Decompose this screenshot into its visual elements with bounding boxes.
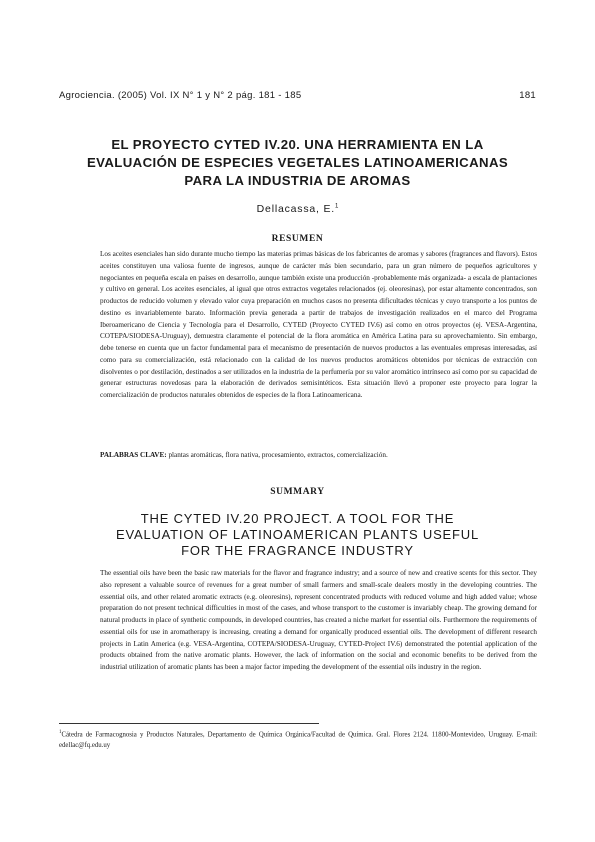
resumen-paragraph: Los aceites esenciales han sido durante mucho tiempo las materias primas básicas de los fabricantes de aromas y sabores (fragrances and flavors). Estos aceites constituyen una valiosa fuente de ingresos, aunque de carácter más bien secundario, para un gran número de pequeños agricultores y negociantes en pequeña escala en países en desarrollo, aunque también existe una producción -probablemente más organizada- a escala de plantaciones y cultivo en general. Los aceites esenciales, al igual que otros extractos vegetales relacionados (ej. oleoresinas), por estar altamente concentrados, son productos de reducido volumen y elevado valor cuya preparación en muchos casos no presenta dificultades técnicas y cuyo transporte a los puntos de destino es invariablemente barato. Información previa generada a partir de trabajos de investigación realizados en el marco del Programa Iberoamericano de Ciencia y Tecnología para el Desarrollo, CYTED (Proyecto CYTED IV.6) así como en otros proyectos (ej. VESA-Argentina, COTEPA/SIODESA-Uruguay), demuestra claramente el potencial de la flora aromática en América Latina para su aprovechamiento. Sin embargo, debe tenerse en cuenta que un factor fundamental para el mecanismo de presentación de nuevos productos a las eventuales empresas interesadas, así como para su comercialización, está relacionado con la calidad de los nuevos productos aromáticos obtenidos por técnicas de extracción con disolventes o por destilación, destinados a ser utilizados en la industria de la perfumería por su valor aromático intrínseco así como por su capacidad de generar estructuras novedosas para la elaboración de derivados semisintéticos. Esta situación llevó a proponer este proyecto para lograr la comercialización de productos naturales obtenidos de especies de la flora Latinoamericana. <box>100 250 537 399</box>
resumen-heading: RESUMEN <box>271 234 324 244</box>
english-title-line: THE CYTED IV.20 PROJECT. A TOOL FOR THE <box>140 511 455 526</box>
keywords-text: plantas aromáticas, flora nativa, procesamiento, extractos, comercialización. <box>166 451 388 459</box>
footnote <box>59 727 537 751</box>
author-line <box>59 203 536 215</box>
summary-heading: SUMMARY <box>270 487 325 497</box>
footnote-mark: 1 <box>59 730 62 735</box>
author-name: Dellacassa, E. <box>256 203 335 215</box>
footnote-divider <box>59 723 319 724</box>
summary-paragraph: The essential oils have been the basic raw materials for the flavor and fragrance industry; and a source of new and creative scents for this sector. They also represent a valuable source of revenues for a great number of small farmers and small-scale dealers mostly in the developing countries. The essential oils, and other related aromatic extracts (e.g. oleoresins), represent concentrated products with reduced volume and high added value; whose preparation do not present technical difficulties in most of the cases, and whose transport to the customer is invariably cheap. The growing demand for natural products in place of synthetic compounds, in developed countries, has created a niche market for essential oils. Furthermore the requirements of essential oils for use in aromatherapy is increasing, creating a demand for organically produced essential oils. The development of different research projects in Latin America (e.g. VESA-Argentina, COTEPA/SIODESA-Uruguay, CYTED-Project IV.6) demonstrated the potential application of the products obtained from the native aromatic plants. However, the lack of information on the social and economic benefits to be derived from the industrial utilization of aromatic plants has been a major factor impeding the development of the essential oils industry in the region. <box>100 569 537 671</box>
english-title-line: FOR THE FRAGRANCE INDUSTRY <box>181 543 414 558</box>
title-line: PARA LA INDUSTRIA DE AROMAS <box>184 173 411 188</box>
journal-citation: Agrociencia. (2005) Vol. IX N° 1 y N° 2 pág. 181 - 185 <box>59 90 302 101</box>
author-footnote-mark: 1 <box>334 203 339 210</box>
running-head <box>59 90 536 101</box>
page-number: 181 <box>519 90 536 101</box>
english-title-line: EVALUATION OF LATINOAMERICAN PLANTS USEFUL <box>116 527 479 542</box>
keywords-label: PALABRAS CLAVE: <box>100 451 167 459</box>
title-line: EVALUACIÓN DE ESPECIES VEGETALES LATINOAMERICANAS <box>86 155 509 170</box>
footnote-text: Cátedra de Farmacognosia y Productos Naturales, Departamento de Química Orgánica/Facultad de Química. Gral. Flores 2124. 11800-Montevideo, Uruguay. E-mail: edellac@fq.edu.uy <box>59 731 537 750</box>
title-line: EL PROYECTO CYTED IV.20. UNA HERRAMIENTA EN LA <box>111 137 484 152</box>
english-title <box>59 511 536 559</box>
keywords <box>100 451 537 459</box>
article-title <box>59 136 536 190</box>
